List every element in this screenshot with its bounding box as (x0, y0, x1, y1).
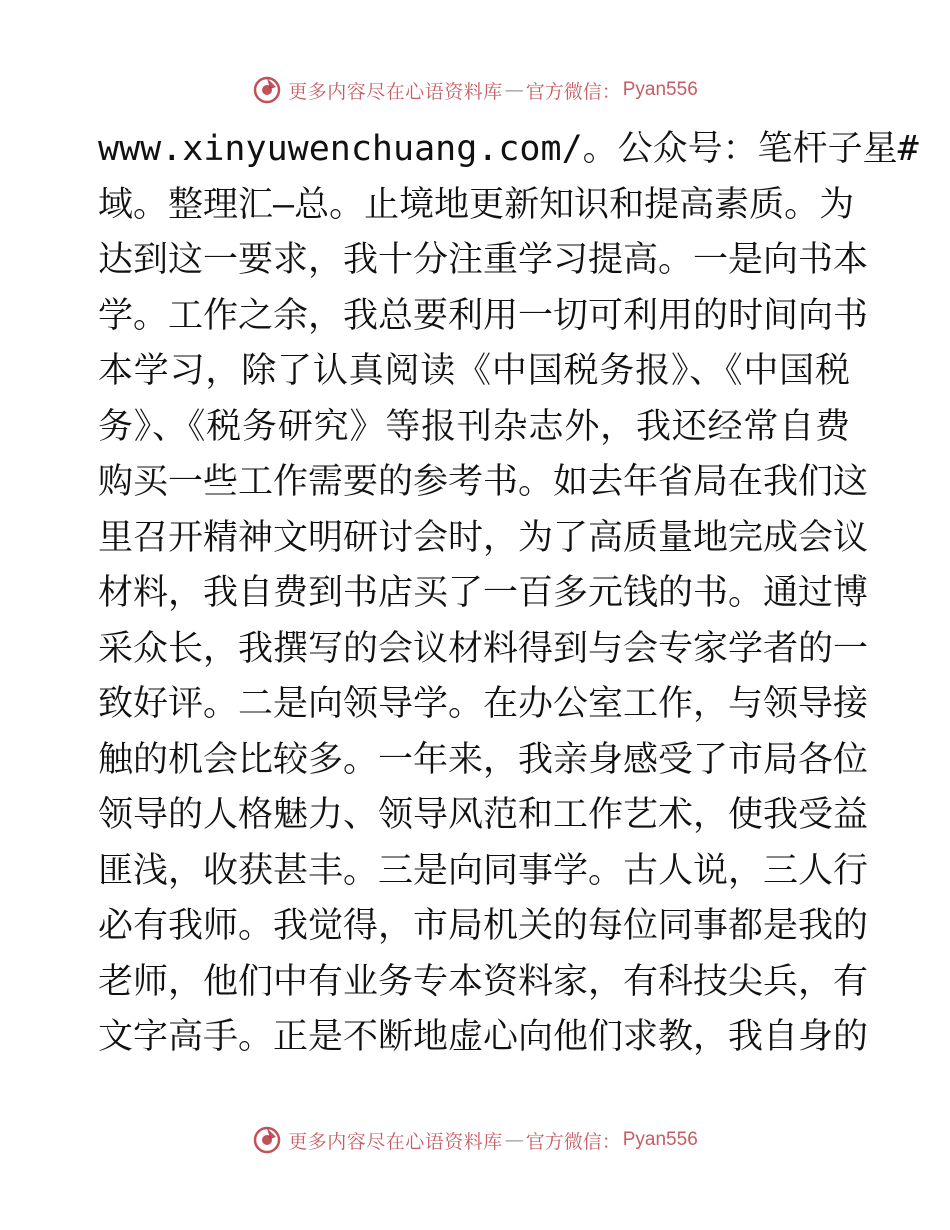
body-line: 必有我师。我觉得，市局机关的每位同事都是我的 (98, 906, 869, 946)
header-banner-dash: — (504, 79, 524, 101)
body-line: 务》、《税务研究》等报刊杂志外，我还经常自费 (98, 406, 850, 447)
footer-banner-wechat-id: Pyan556 (622, 1129, 698, 1150)
body-line: 达到这一要求，我十分注重学习提高。一是向书本 (98, 240, 869, 280)
header-banner-text: 更多内容尽在心语资料库 (288, 80, 503, 103)
body-line: 里召开精神文明研讨会时，为了高质量地完成会议 (98, 517, 869, 558)
logo-icon (252, 1125, 282, 1155)
body-line: 领导的人格魅力、领导风范和工作艺术，使我受益 (98, 795, 869, 835)
header-banner-wechat-label: 官方微信： (525, 80, 621, 103)
body-line: 采众长，我撰写的会议材料得到与会专家学者的一 (98, 628, 869, 669)
header-banner-wechat-id: Pyan556 (622, 79, 698, 100)
body-line: 触的机会比较多。一年来，我亲身感受了市局各位 (98, 739, 869, 780)
footer-banner-dash: — (504, 1129, 524, 1151)
header-watermark-banner (0, 70, 950, 110)
body-line: 本学习，除了认真阅读《中国税务报》、《中国税 (98, 351, 850, 391)
body-line: 致好评。二是向领导学。在办公室工作，与领导接 (98, 684, 869, 724)
document-body (98, 122, 919, 1066)
logo-icon (252, 75, 282, 105)
body-line: 老师，他们中有业务专本资料家，有科技尖兵，有 (98, 961, 869, 1002)
body-line: 域。整理汇—总。止境地更新知识和提高素质。为 (98, 184, 855, 225)
footer-banner-text: 更多内容尽在心语资料库 (288, 1130, 503, 1153)
body-line: 匪浅，收获甚丰。三是向同事学。古人说，三人行 (98, 850, 869, 891)
body-line: 购买一些工作需要的参考书。如去年省局在我们这 (98, 462, 869, 502)
footer-watermark-banner (0, 1120, 950, 1160)
body-line: www.xinyuwenchuang.com/。公众号：笔杆子星# (98, 129, 919, 169)
body-line: 学。工作之余，我总要利用一切可利用的时间向书 (98, 295, 869, 336)
body-line: 文字高手。正是不断地虚心向他们求教，我自身的 (98, 1017, 869, 1057)
body-line: 材料，我自费到书店买了一百多元钱的书。通过博 (98, 573, 869, 613)
footer-banner-wechat-label: 官方微信： (525, 1130, 621, 1153)
